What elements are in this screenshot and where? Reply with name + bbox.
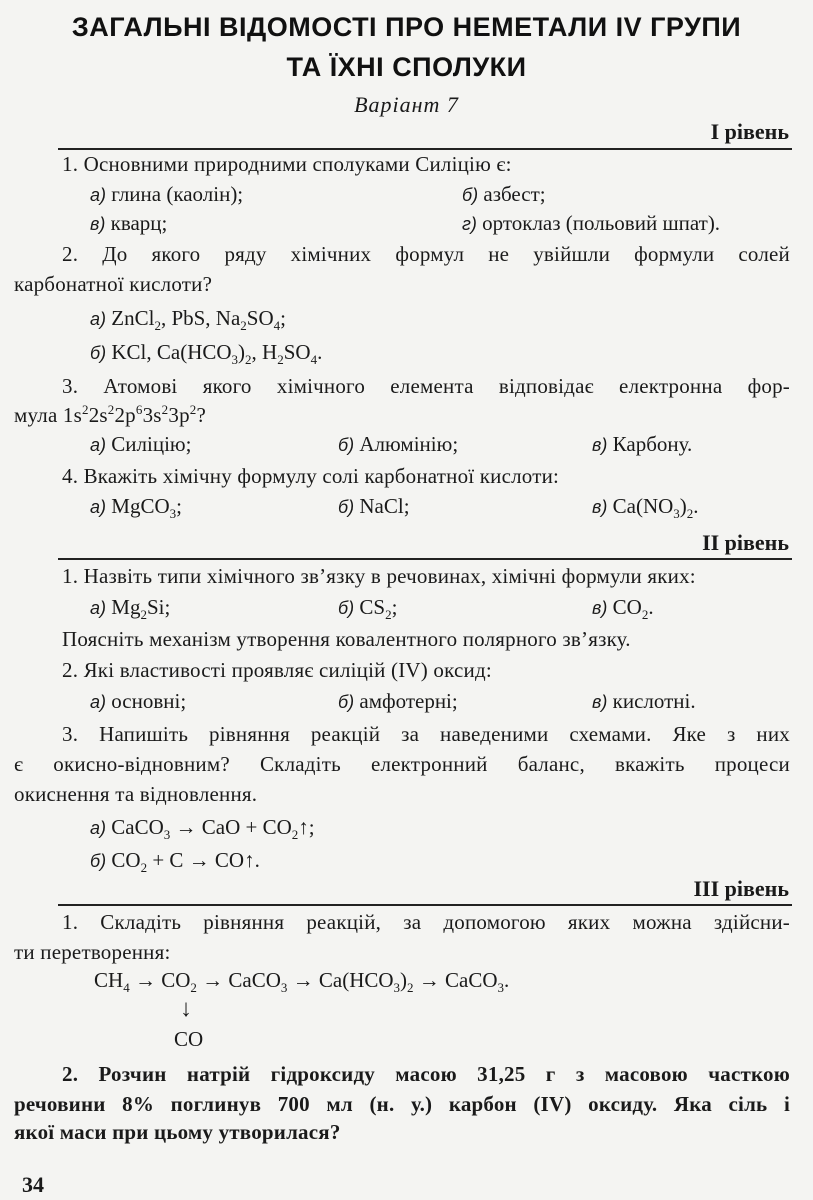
l2-q2-option-b: б) амфотерні;	[338, 689, 458, 713]
level-3-heading: III рівень	[693, 876, 789, 901]
page-number: 34	[22, 1172, 44, 1197]
l1-q1-option-d: г) ортоклаз (польовий шпат).	[462, 211, 721, 235]
l1-q4-option-a: а) MgCO$_3$;	[90, 494, 182, 522]
l2-q3-line2: є окисно-відновним? Складіть електронний баланс, вкажіть процеси	[14, 752, 790, 776]
l3-q2-line2: речовини 8% поглинув 700 мл (н. у.) карбон (IV) оксиду. Яка сіль і	[14, 1092, 790, 1116]
l1-q4-option-b: б) NaCl;	[338, 494, 410, 518]
page-title-line1: ЗАГАЛЬНІ ВІДОМОСТІ ПРО НЕМЕТАЛИ IV ГРУПИ	[71, 12, 742, 42]
level-2-heading: II рівень	[702, 530, 789, 555]
l2-q3-scheme-a: а) CaCO$_3$ → CaO + $CO_2↑$;	[90, 815, 315, 843]
l1-q3-option-a: а) Силіцію;	[90, 432, 192, 456]
level-1-divider	[58, 148, 792, 150]
l2-q1-explain: Поясніть механізм утворення ковалентного полярного зв’язку.	[62, 627, 631, 651]
l2-q3-scheme-b: б) $CO_2 + C$ → CO↑.	[90, 848, 260, 876]
l1-q3-line1: 3. Атомові якого хімічного елемента відповідає електронна фор-	[62, 374, 790, 398]
page-title-line2: ТА ЇХНІ СПОЛУКИ	[286, 52, 527, 82]
l3-q2-line1: 2. Розчин натрій гідроксиду масою 31,25 г з масовою часткою	[62, 1062, 790, 1086]
l2-q2-option-c: в) кислотні.	[592, 689, 696, 713]
level-3-divider	[58, 904, 792, 906]
l2-q1-option-a: а) $Mg_2Si$;	[90, 595, 171, 623]
l1-q3-option-c: в) Карбону.	[592, 432, 693, 456]
l1-q1-option-b: б) азбест;	[462, 182, 546, 206]
l2-q1-option-c: в) $CO_2$.	[592, 595, 654, 623]
variant-label: Варіант 7	[354, 92, 459, 117]
l1-q1-option-c: в) кварц;	[90, 211, 168, 235]
level-1-heading: I рівень	[710, 119, 789, 144]
l2-q2-option-a: а) основні;	[90, 689, 187, 713]
l1-q4-option-c: в) $Ca(NO_3)_2$.	[592, 494, 699, 522]
l1-q1-text: 1. Основними природними сполуками Силіцію є:	[62, 152, 512, 176]
l3-q1-chain: $CH_4 \to CO_2$ → CaCO$_3$ → $Ca(HCO_3)_2$ → CaCO$_3$.	[94, 968, 510, 996]
l1-q2-option-a: а) ZnCl$_2$, PbS, $Na_2SO_4$;	[90, 306, 286, 334]
l3-q2-line3: якої маси при цьому утворилася?	[14, 1120, 341, 1144]
level-2-divider	[58, 558, 792, 560]
l2-q2-text: 2. Які властивості проявляє силіцій (IV) оксид:	[62, 658, 492, 682]
l1-q1-option-a: а) глина (каолін);	[90, 182, 244, 206]
l3-q1-line1: 1. Складіть рівняння реакцій, за допомогою яких можна здійсни-	[62, 910, 790, 934]
l3-q1-line2: ти перетворення:	[14, 940, 171, 964]
l1-q2-option-b: б) KCl, $Ca(HCO_3)_2$, $H_2SO_4$.	[90, 340, 323, 368]
l1-q4-text: 4. Вкажіть хімічну формулу солі карбонатної кислоти:	[62, 464, 560, 488]
l2-q3-line3: окиснення та відновлення.	[14, 782, 258, 806]
l2-q1-option-b: б) $CS_2$;	[338, 595, 398, 623]
l3-q1-branch-product: CO	[174, 1027, 204, 1051]
l2-q1-text: 1. Назвіть типи хімічного зв’язку в речовинах, хімічні формули яких:	[62, 564, 696, 588]
l2-q3-line1: 3. Напишіть рівняння реакцій за наведеними схемами. Яке з них	[62, 722, 790, 746]
l1-q3-line2: мула $1s^22s^22p^63s^23p^2$?	[14, 402, 207, 427]
down-arrow-icon: ↓	[180, 996, 192, 1022]
l1-q2-line1: 2. До якого ряду хімічних формул не увійшли формули солей	[62, 242, 790, 266]
l1-q2-line2: карбонатної кислоти?	[14, 272, 213, 296]
l1-q3-option-b: б) Алюмінію;	[338, 432, 459, 456]
